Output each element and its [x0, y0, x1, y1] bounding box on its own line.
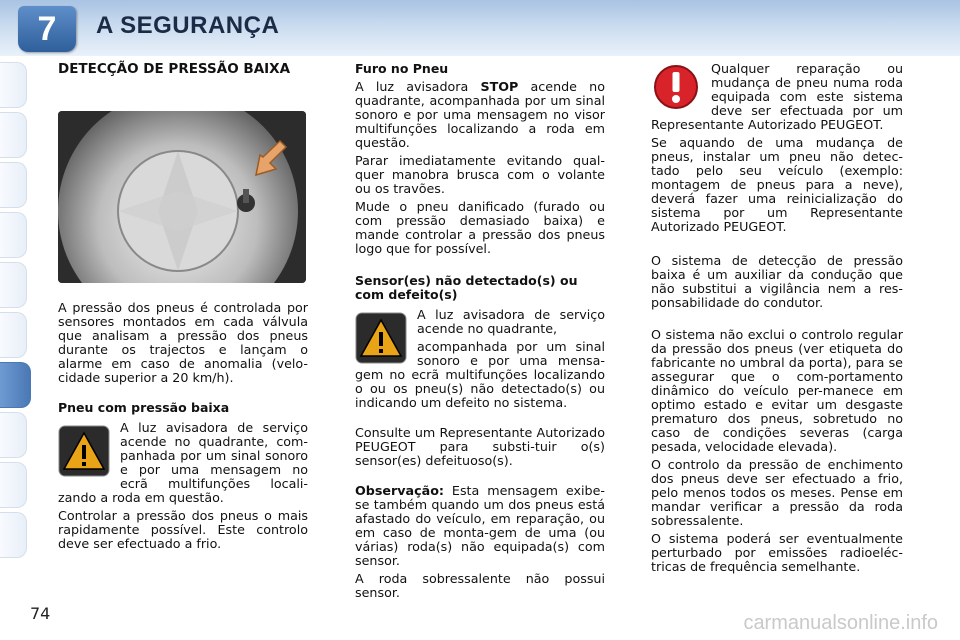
side-tab-active[interactable] — [0, 362, 31, 408]
subheading-flat-tyre: Furo no Pneu — [355, 61, 449, 76]
intro-paragraph: A pressão dos pneus é controlada por sensores montados em cada válvula que analisam a pressão dos pneus durante os trajectos e lançam o alarme em caso de anomalia (velo-cidade superior a 20 km/h). — [58, 300, 308, 385]
aux-paragraph: O sistema de detecção de pressão baixa é um auxiliar da condução que não substitui a vigilância nem a res-ponsabilidade do condutor. — [651, 253, 903, 310]
watermark: carmanualsonline.info — [743, 612, 938, 634]
side-tab[interactable] — [0, 312, 27, 358]
side-tab[interactable] — [0, 262, 27, 308]
flat-text-post: acende no quadrante, acompanhada por um sinal sonoro e por uma mensagem no visor multifunções localizando a roda em questão. — [355, 79, 605, 150]
monthly-check-paragraph: O controlo da pressão de enchimento dos pneus deve ser efectuado a frio, pelo menos todos os meses. Pense em mandar verificar a pressão da roda sobressalente. — [651, 457, 903, 528]
sensor-text-1: A luz avisadora de serviço acende no quadrante, — [417, 308, 605, 336]
side-tab[interactable] — [0, 212, 27, 258]
page-number: 74 — [30, 604, 51, 623]
stop-icon — [651, 62, 701, 112]
column-2 — [355, 62, 605, 604]
low-pressure-text: A luz avisadora de serviço acende no quadrante, com-panhada por um sinal sonoro e por uma mensagem no ecrã multifunções locali-zando a roda em questão. — [58, 421, 308, 505]
spare-wheel-paragraph: A roda sobressalente não possui sensor. — [355, 571, 605, 600]
observation-paragraph — [355, 484, 605, 568]
warning-triangle-icon — [355, 312, 407, 364]
subheading-low-pressure: Pneu com pressão baixa — [58, 400, 230, 415]
side-tab[interactable] — [0, 462, 27, 508]
wheel-illustration — [58, 111, 306, 283]
column-3 — [651, 62, 903, 578]
subheading-sensor-fault: Sensor(es) não detectado(s) ou com defeito(s) — [355, 273, 578, 302]
warning-triangle-icon — [58, 425, 110, 477]
flat-tyre-text — [355, 80, 605, 150]
column-1 — [58, 62, 308, 555]
chapter-number: 7 — [37, 10, 57, 48]
page-title: A SEGURANÇA — [96, 12, 280, 39]
side-tab[interactable] — [0, 112, 27, 158]
regular-check-paragraph: O sistema não exclui o controlo regular da pressão dos pneus (ver etiqueta do fabricante no umbral da porta), para se assegurar que o com-portamento dinâmico do veículo per-manece em optimo estado e evitar um desgaste prematuro dos pneus, sobretudo no caso de condições severas (carga pesada, velocidade elevada). — [651, 327, 903, 454]
side-tabs — [0, 62, 30, 562]
interference-paragraph: O sistema poderá ser eventualmente perturbado por emissões radioeléc-tricas de frequência semelhante. — [651, 531, 903, 574]
side-tab[interactable] — [0, 162, 27, 208]
section-title: DETECÇÃO DE PRESSÃO BAIXA — [58, 61, 291, 77]
low-pressure-action: Controlar a pressão dos pneus o mais rapidamente possível. Este controlo deve ser efectuado a frio. — [58, 508, 308, 551]
low-pressure-warning — [58, 421, 308, 509]
observation-text: Esta mensagem exibe-se também quando um dos pneus está afastado do veículo, em reparação, ou em caso de monta-gem de uma (ou várias) roda(s) não equipada(s) com sensor. — [355, 483, 605, 568]
side-tab[interactable] — [0, 62, 27, 108]
tire-valve-photo — [58, 111, 306, 283]
stop-warning — [651, 62, 903, 136]
side-tab[interactable] — [0, 512, 27, 558]
flat-text-pre: A luz avisadora — [355, 79, 469, 94]
flat-tyre-stop-paragraph: Parar imediatamente evitando qual-quer manobra brusca com o volante ou os travões. — [355, 153, 605, 196]
undetected-tyre-paragraph: Se aquando de uma mudança de pneus, instalar um pneu não detec-tado pelo seu veículo (exemplo: montagem de pneus para a neve), deverá fazer uma reinicialização do sistema por um Representante Autorizado PEUGEOT. — [651, 135, 903, 234]
side-tab[interactable] — [0, 412, 27, 458]
stop-label: STOP — [480, 79, 519, 94]
repair-text: Qualquer reparação ou mudança de pneu numa roda equipada com este sistema deve ser efectuada por um Representante Autorizado PEUGEOT. — [651, 62, 903, 132]
flat-tyre-change-paragraph: Mude o pneu danificado (furado ou com pressão demasiado baixa) e mande controlar a pressão dos pneus logo que for possível. — [355, 199, 605, 256]
sensor-warning — [355, 308, 605, 414]
consult-paragraph: Consulte um Representante Autorizado PEUGEOT para substi-tuir o(s) sensor(es) defeituoso(s). — [355, 425, 605, 468]
sensor-text-2: acompanhada por um sinal sonoro e por uma mensa-gem no ecrã multifunções localizando o ou os pneu(s) não detectado(s) ou indicando um defeito no sistema. — [355, 339, 605, 410]
observation-label: Observação: — [355, 483, 444, 498]
